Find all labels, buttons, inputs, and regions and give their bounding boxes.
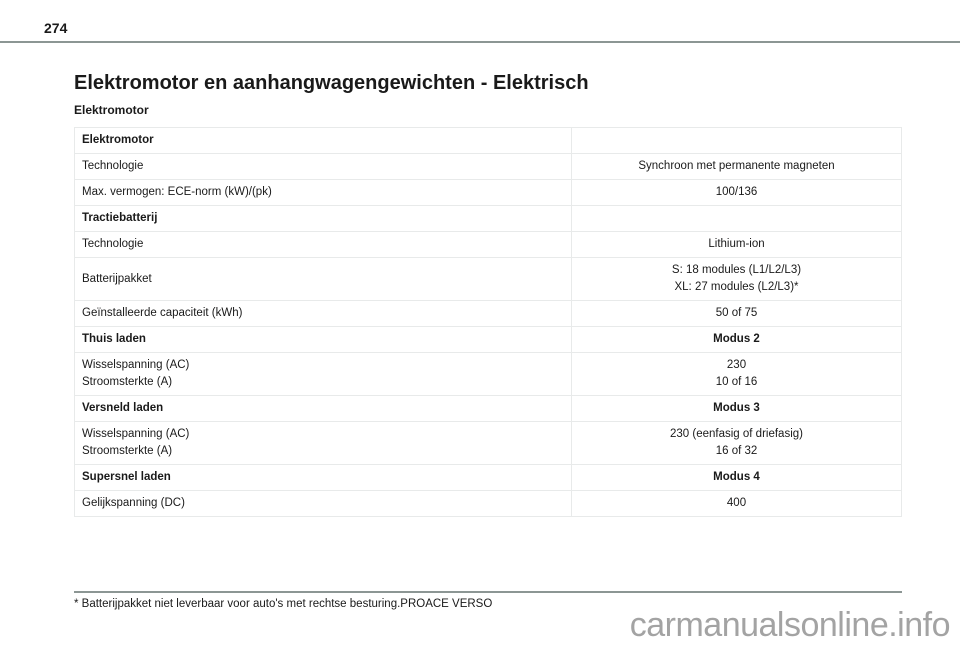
footer-divider [74,591,902,593]
row-value-line: 10 of 16 [715,376,758,388]
row-value [572,154,902,180]
row-value-line: S: 18 modules (L1/L2/L3) [671,264,802,276]
table-row [75,258,902,301]
row-value-line: 400 [726,497,747,509]
row-label [75,491,572,517]
header-divider [0,41,960,43]
row-value-line: Synchroon met permanente magneten [638,160,835,172]
row-label [75,128,572,154]
row-value-line: Modus 2 [713,333,760,345]
row-label-line: Stroomsterkte (A) [82,445,173,457]
row-value-line: XL: 27 modules (L2/L3)* [674,281,799,293]
row-label-line: Technologie [82,238,144,250]
row-label-line: Thuis laden [82,333,146,345]
row-label-line: Max. vermogen: ECE-norm (kW)/(pk) [82,186,272,198]
page-title: Elektromotor en aanhangwagengewichten - Elektrisch [74,72,589,94]
row-value [572,422,902,465]
row-label [75,465,572,491]
row-label [75,206,572,232]
row-value [572,465,902,491]
row-label [75,258,572,301]
row-value [572,128,902,154]
table-row [75,232,902,258]
row-label [75,353,572,396]
row-label-line: Wisselspanning (AC) [82,428,190,440]
table-section-header [75,396,902,422]
row-label-line: Elektromotor [82,134,154,146]
row-value-line: 230 (eenfasig of driefasig) [670,428,803,440]
row-label-line: Wisselspanning (AC) [82,359,190,371]
table-section-header [75,327,902,353]
row-value [572,180,902,206]
row-label [75,232,572,258]
row-value [572,206,902,232]
table-section-header [75,465,902,491]
table-row [75,180,902,206]
table-section-header [75,128,902,154]
row-value [572,396,902,422]
row-value [572,258,902,301]
page-number: 274 [44,20,68,36]
row-value [572,491,902,517]
row-label-line: Supersnel laden [82,471,171,483]
table-row [75,353,902,396]
row-label-line: Technologie [82,160,144,172]
footnote: * Batterijpakket niet leverbaar voor auto's met rechtse besturing.PROACE VERSO [74,598,493,610]
row-label-line: Stroomsterkte (A) [82,376,173,388]
row-value-line: 100/136 [715,186,758,198]
row-value-line: Modus 3 [713,402,760,414]
row-label-line: Gelijkspanning (DC) [82,497,185,509]
row-value [572,301,902,327]
table-row [75,491,902,517]
row-label-line: Geïnstalleerde capaciteit (kWh) [82,307,243,319]
row-value [572,353,902,396]
row-label [75,396,572,422]
row-value-line: 16 of 32 [715,445,758,457]
row-label [75,180,572,206]
section-subtitle: Elektromotor [74,103,149,117]
row-label-line: Versneld laden [82,402,164,414]
row-value-line: Modus 4 [713,471,760,483]
table-row [75,422,902,465]
row-value-line: 230 [726,359,747,371]
row-value-line: 50 of 75 [715,307,758,319]
row-value [572,327,902,353]
row-label-line: Batterijpakket [82,272,152,285]
specs-table [74,127,902,517]
row-value-line: Lithium-ion [708,238,765,250]
row-value-line [579,132,894,149]
row-label [75,422,572,465]
row-label [75,327,572,353]
row-value-line [579,210,894,227]
row-value [572,232,902,258]
row-label [75,154,572,180]
table-section-header [75,206,902,232]
row-label [75,301,572,327]
table-row [75,301,902,327]
table-row [75,154,902,180]
watermark: carmanualsonline.info [629,606,950,644]
row-label-line: Tractiebatterij [82,212,158,224]
